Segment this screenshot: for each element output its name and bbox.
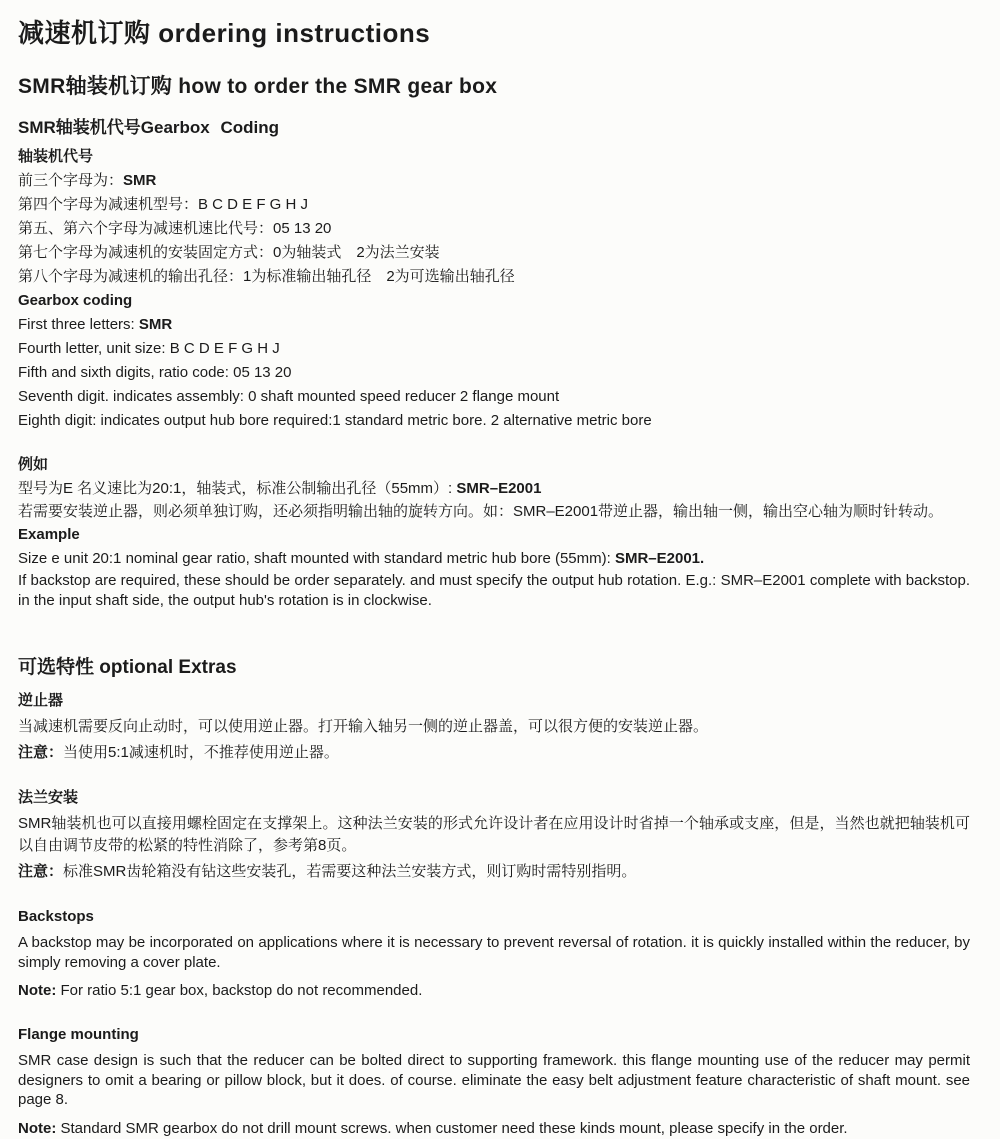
page-title: 减速机订购 ordering instructions — [18, 18, 431, 48]
flange-cn-note — [18, 861, 970, 883]
flange-en-note-label: Note: — [18, 1119, 57, 1137]
example-cn-paragraph: 若需要安装逆止器，则必须单独订购，还必须指明输出轴的旋转方向。如：SMR–E2001带逆止器，输出轴一侧，输出空心轴为顺时针转动。 — [18, 503, 944, 520]
flange-en-note — [18, 1119, 970, 1139]
example-en-spec-line — [18, 547, 970, 571]
coding-en-line-hub-bore: Eighth digit: indicates output hub bore required:1 standard metric bore. 2 alternative metric bore — [18, 412, 652, 429]
example-en-model-code: SMR–E2001. — [614, 550, 705, 567]
coding-cn-line-assembly: 第七个字母为减速机的安装固定方式：0为轴装式 2为法兰安装 — [18, 244, 440, 261]
example-cn-model-code: SMR–E2001 — [456, 480, 542, 497]
section-example-chinese — [18, 453, 970, 523]
backstop-cn-paragraph: 当减速机需要反向止动时，可以使用逆止器。打开输入轴另一侧的逆止器盖，可以很方便的安装逆止器。 — [18, 718, 709, 735]
coding-cn-line-fourth-letter: 第四个字母为减速机型号：B C D E F G H J — [18, 196, 309, 213]
backstops-en-note-label: Note: — [18, 982, 57, 999]
backstop-cn-heading: 逆止器 — [18, 692, 64, 709]
example-en-paragraph: If backstop are required, these should be order separately. and must specify the output hub rotation. E.g.: SMR–E2001 complete with backstop. in the input shaft side, the output hub's rotation is in clockwise. — [18, 572, 970, 609]
coding-cn-smr-code: SMR — [123, 172, 157, 189]
backstop-cn-note-label: 注意： — [18, 744, 64, 761]
backstops-en-paragraph: A backstop may be incorporated on applications where it is necessary to prevent reversal of rotation. it is quickly installed within the reducer, by simply removing a cover plate. — [18, 934, 970, 971]
flange-cn-heading: 法兰安装 — [18, 789, 79, 806]
heading-gearbox-coding: SMR轴装机代号Gearbox Coding — [18, 118, 280, 137]
section-backstops-english — [18, 906, 970, 1001]
flange-cn-paragraph: SMR轴装机也可以直接用螺栓固定在支撑架上。这种法兰安装的形式允许设计者在应用设计时省掉一个轴承或支座，但是，当然也就把轴装机可以自由调节皮带的松紧的特性消除了，参考第8页。 — [18, 815, 970, 854]
coding-cn-line-first-three-text: 前三个字母为： — [18, 172, 124, 189]
section-coding-chinese — [18, 145, 970, 289]
section-coding-english — [18, 289, 970, 433]
coding-en-line-fourth-letter: Fourth letter, unit size: B C D E F G H J — [18, 340, 280, 357]
coding-en-line-first-three-text: First three letters: — [18, 316, 139, 333]
backstops-en-note — [18, 981, 970, 1001]
section-backstop-chinese — [18, 690, 970, 764]
section-title-how-to-order: SMR轴装机订购 how to order the SMR gear box — [18, 75, 498, 98]
flange-cn-note-text: 标准SMR齿轮箱没有钻这些安装孔，若需要这种法兰安装方式，则订购时需特别指明。 — [63, 863, 637, 880]
coding-en-smr-code: SMR — [138, 316, 173, 333]
coding-cn-line-ratio-code: 第五、第六个字母为减速机速比代号：05 13 20 — [18, 220, 332, 237]
backstops-en-heading: Backstops — [18, 908, 94, 925]
section-flange-mounting-english — [18, 1024, 970, 1139]
flange-en-heading: Flange mounting — [18, 1026, 139, 1043]
example-en-heading: Example — [18, 526, 80, 543]
section-flange-chinese — [18, 787, 970, 883]
coding-cn-heading: 轴装机代号 — [18, 148, 94, 165]
flange-en-paragraph: SMR case design is such that the reducer can be bolted direct to supporting framework. this flange mounting use of the reducer may permit designers to omit a bearing or pillow block, but it does. of course. eliminate the easy belt adjustment feature characteristic of shaft mount. see page 8. — [18, 1052, 970, 1108]
coding-en-line-first-three — [18, 313, 970, 337]
example-cn-spec-line — [18, 477, 970, 501]
example-en-spec-text: Size e unit 20:1 nominal gear ratio, shaft mounted with standard metric hub bore (55mm): — [18, 550, 615, 567]
backstops-en-note-text: For ratio 5:1 gear box, backstop do not recommended. — [56, 982, 423, 999]
backstop-cn-note-text: 当使用5:1减速机时，不推荐使用逆止器。 — [63, 744, 339, 761]
coding-en-heading: Gearbox coding — [18, 292, 133, 309]
flange-en-note-text: Standard SMR gearbox do not drill mount screws. when customer need these kinds mount, please specify in the order. — [56, 1119, 848, 1137]
flange-cn-note-label: 注意： — [18, 863, 64, 880]
backstop-cn-note — [18, 742, 970, 764]
coding-en-line-ratio-code: Fifth and sixth digits, ratio code: 05 13 20 — [18, 364, 292, 381]
section-example-english — [18, 523, 970, 610]
coding-cn-line-hub-bore: 第八个字母为减速机的输出孔径：1为标准输出轴孔径 2为可选输出轴孔径 — [18, 268, 515, 285]
coding-cn-line-first-three — [18, 169, 970, 193]
example-cn-heading: 例如 — [18, 456, 49, 473]
example-cn-spec-text: 型号为E 名义速比为20:1，轴装式，标准公制输出孔径（55mm）: — [18, 480, 457, 497]
heading-optional-extras: 可选特性 optional Extras — [18, 657, 237, 678]
coding-en-line-assembly: Seventh digit. indicates assembly: 0 shaft mounted speed reducer 2 flange mount — [18, 388, 560, 405]
